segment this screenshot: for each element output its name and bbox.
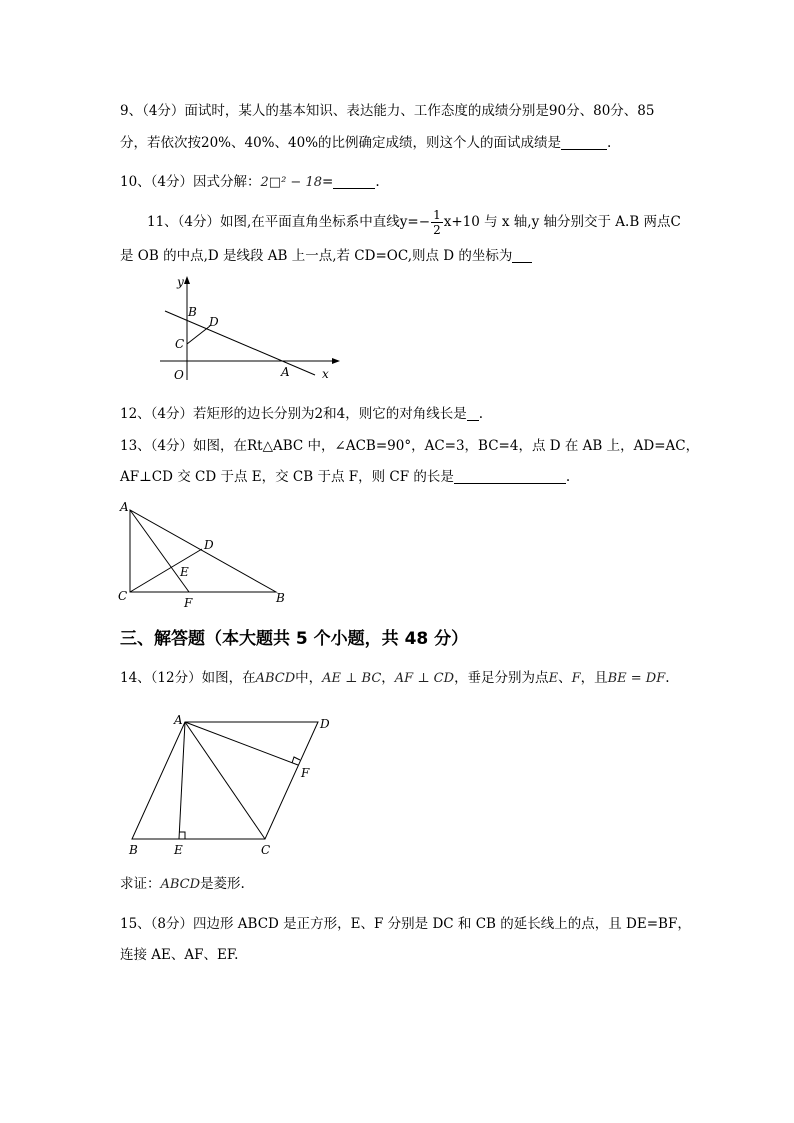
q14-right-angle-e	[179, 832, 185, 839]
q14-label-e: E	[174, 843, 183, 857]
q11-label-x: x	[322, 367, 329, 381]
q14-label-d: D	[320, 717, 330, 731]
q14-right-angle-f	[292, 757, 300, 763]
q11-label-c: C	[175, 337, 185, 351]
q12-line	[120, 404, 483, 424]
q14-text-5: ，且	[580, 670, 608, 686]
q13-triangle-figure	[118, 498, 293, 610]
q14-text-2: ，	[381, 670, 395, 686]
q11-line2	[120, 246, 532, 266]
q13-label-c: C	[118, 589, 128, 603]
q14-segment-ac	[185, 722, 265, 839]
section-heading: 三、解答题（本大题共 5 个小题，共 48 分）	[120, 629, 469, 649]
q13-line2-text: AF⊥CD 交 CD 于点 E，交 CB 于点 F，则 CF 的长是	[120, 469, 454, 485]
q14-prove-line	[120, 874, 245, 895]
q12-answer-blank[interactable]	[467, 406, 479, 421]
q11-frac-num: 1	[433, 208, 441, 222]
q11-y-arrow	[184, 276, 190, 284]
q13-end: .	[565, 469, 571, 485]
q11-x-arrow	[332, 358, 340, 364]
q10-equals: =	[322, 174, 334, 190]
q13-line1: 13、（4分）如图，在Rt△ABC 中，∠ACB=90°，AC=3，BC=4，点 D 在 AB 上，AD=AC，	[120, 438, 700, 454]
q13-segment-cd	[130, 549, 202, 592]
q13-label-a: A	[120, 500, 129, 514]
q10-answer-blank[interactable]	[333, 174, 375, 189]
q14-segment-ae	[179, 722, 185, 839]
q14-line	[120, 668, 670, 689]
q13-answer-blank[interactable]	[454, 469, 566, 484]
q9-end: .	[607, 135, 612, 151]
q14-rhombus-figure	[125, 712, 340, 860]
q9-line2-text: 分，若依次按20%、40%、40%的比例确定成绩，则这个人的面试成绩是	[120, 135, 562, 151]
q10-line	[120, 172, 380, 193]
q14-prefix: 14、（12分）如图，在	[120, 670, 256, 686]
q11-label-o: O	[174, 368, 184, 382]
q14-label-a: A	[174, 713, 183, 727]
q11-label-b: B	[188, 305, 197, 319]
q14-text-4: 、	[558, 670, 572, 686]
q11-segment-cd	[187, 326, 210, 344]
q11-coordinate-figure	[160, 276, 340, 386]
q14-prove-prefix: 求证：	[120, 876, 161, 892]
q11-label-a: A	[281, 365, 290, 379]
q14-label-f: F	[301, 766, 310, 780]
q14-math-af-perp-cd: AF ⊥ CD	[394, 671, 455, 686]
q9-answer-blank[interactable]	[561, 135, 607, 150]
q13-label-f: F	[184, 596, 193, 610]
q14-math-e: E	[548, 671, 559, 686]
q14-label-b: B	[129, 843, 138, 857]
q9-line2	[120, 133, 611, 153]
q13-label-d: D	[204, 538, 214, 552]
q11-label-y: y	[177, 275, 184, 289]
q12-end: .	[478, 406, 483, 422]
q11-suffix: x+10 与 x 轴,y 轴分别交于 A.B 两点C	[443, 214, 681, 230]
q14-prove-suffix: 是菱形.	[200, 876, 245, 892]
q10-expression: 2□² − 18	[260, 175, 322, 190]
q13-label-e: E	[180, 565, 189, 579]
q10-prefix: 10、（4分）因式分解：	[120, 174, 261, 190]
q11-line2-text: 是 OB 的中点,D 是线段 AB 上一点,若 CD=OC,则点 D 的坐标为	[120, 248, 513, 264]
q14-math-ae-perp-bc: AE ⊥ BC	[322, 671, 382, 686]
q11-fraction	[431, 208, 443, 237]
q14-label-c: C	[261, 843, 271, 857]
q11-answer-blank[interactable]	[512, 248, 532, 263]
q13-segment-af	[130, 510, 189, 592]
q9-line1: 9、（4分）面试时，某人的基本知识、表达能力、工作态度的成绩分别是90分、80分、85	[120, 103, 655, 119]
q13-line2	[120, 467, 570, 487]
q15-line1: 15、（8分）四边形 ABCD 是正方形，E、F 分别是 DC 和 CB 的延长线上的点，且 DE=BF，	[120, 916, 691, 932]
q14-math-f: F	[571, 671, 581, 686]
q14-text-1: 中，	[295, 670, 323, 686]
q12-text: 12、（4分）若矩形的边长分别为2和4，则它的对角线长是	[120, 406, 467, 422]
q11-prefix: 11、（4分）如图,在平面直角坐标系中直线y=−	[147, 214, 431, 230]
q11-frac-den: 2	[433, 223, 441, 237]
q14-math-parallelogram: ABCD	[255, 671, 296, 686]
q11-line1	[147, 208, 681, 237]
q14-text-6: .	[665, 670, 670, 686]
q13-label-b: B	[276, 591, 285, 605]
q14-text-3: ，垂足分别为点	[454, 670, 549, 686]
q13-triangle-abc	[130, 510, 276, 592]
q10-end: .	[375, 174, 380, 190]
q15-line2: 连接 AE、AF、EF.	[120, 947, 239, 963]
q14-prove-math: ABCD	[160, 877, 201, 892]
q11-label-d: D	[209, 315, 219, 329]
q14-math-be-eq-df: BE = DF	[607, 671, 666, 686]
q14-segment-af	[185, 722, 298, 765]
